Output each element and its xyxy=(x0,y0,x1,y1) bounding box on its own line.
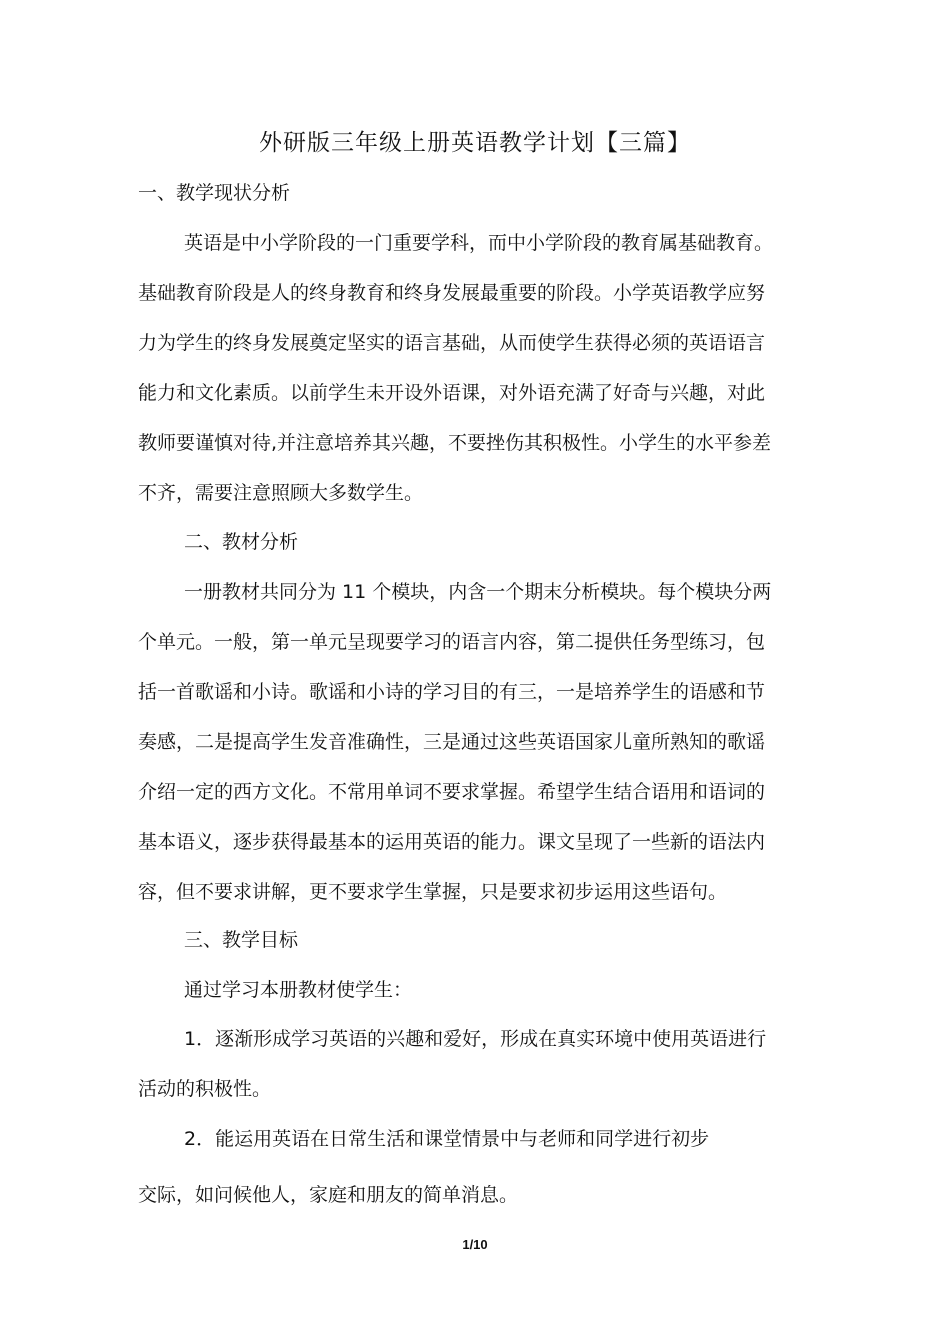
paragraph-line: 通过学习本册教材使学生： xyxy=(184,979,413,1001)
section-heading-text: 一、教学现状分析 xyxy=(138,182,291,204)
paragraph-status-analysis xyxy=(138,218,818,518)
paragraph-line: 个单元。一般，第一单元呈现要学习的语言内容，第二提供任务型练习，包 xyxy=(138,631,766,653)
paragraph-line: 奏感，二是提高学生发音准确性，三是通过这些英语国家儿童所熟知的歌谣 xyxy=(138,731,766,753)
paragraph-line: 一册教材共同分为 11 个模块，内含一个期末分析模块。每个模块分两 xyxy=(184,581,772,603)
paragraph-line: 基本语义，逐步获得最基本的运用英语的能力。课文呈现了一些新的语法内 xyxy=(138,831,766,853)
paragraph-line: 力为学生的终身发展奠定坚实的语言基础，从而使学生获得必须的英语语言 xyxy=(138,332,766,354)
paragraph-line: 教师要谨慎对待,并注意培养其兴趣，不要挫伤其积极性。小学生的水平参差 xyxy=(138,432,772,454)
section-heading-2 xyxy=(138,517,818,567)
paragraph-line: 2．能运用英语在日常生活和课堂情景中与老师和同学进行初步 xyxy=(184,1128,710,1150)
document-title: 外研版三年级上册英语教学计划【三篇】 xyxy=(259,130,691,156)
paragraph-line: 不齐，需要注意照顾大多数学生。 xyxy=(138,482,424,504)
paragraph-line: 介绍一定的西方文化。不常用单词不要求掌握。希望学生结合语用和语词的 xyxy=(138,781,766,803)
paragraph-line: 1．逐渐形成学习英语的兴趣和爱好，形成在真实环境中使用英语进行 xyxy=(184,1028,767,1050)
paragraph-line: 英语是中小学阶段的一门重要学科，而中小学阶段的教育属基础教育。 xyxy=(184,232,774,254)
paragraph-line: 能力和文化素质。以前学生未开设外语课，对外语充满了好奇与兴趣，对此 xyxy=(138,382,766,404)
paragraph-line: 括一首歌谣和小诗。歌谣和小诗的学习目的有三，一是培养学生的语感和节 xyxy=(138,681,766,703)
paragraph-line: 活动的积极性。 xyxy=(138,1078,272,1100)
section-heading-1 xyxy=(138,168,818,218)
goal-item-2 xyxy=(138,1114,818,1220)
page-number: 1/10 xyxy=(462,1237,488,1252)
goal-item-1 xyxy=(138,1014,818,1114)
paragraph-line: 容，但不要求讲解，更不要求学生掌握，只是要求初步运用这些语句。 xyxy=(138,881,728,903)
paragraph-textbook-analysis xyxy=(138,567,818,917)
section-heading-text: 三、教学目标 xyxy=(184,929,299,951)
section-heading-3 xyxy=(138,915,818,965)
paragraph-line: 交际，如问候他人，家庭和朋友的简单消息。 xyxy=(138,1184,519,1206)
paragraph-line: 基础教育阶段是人的终身教育和终身发展最重要的阶段。小学英语教学应努 xyxy=(138,282,766,304)
paragraph-goals-intro xyxy=(138,965,818,1015)
section-heading-text: 二、教材分析 xyxy=(184,531,299,553)
